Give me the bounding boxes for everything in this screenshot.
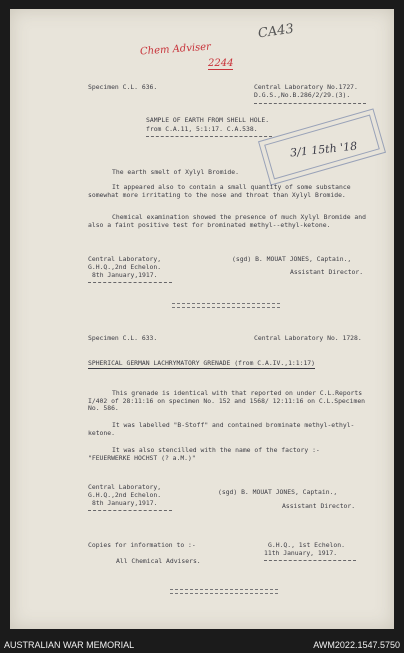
paragraph: It appeared also to contain a small quantity of some substance somewhat more irritating to the nose and throat than Xylyl Bromide. <box>88 183 351 199</box>
address-line: G.H.Q.,2nd Echelon. <box>88 491 162 499</box>
specimen-label: Specimen C.L. 636. <box>88 83 158 91</box>
paragraph: It was labelled "B-Stoff" and contained brominate methyl-ethyl-ketone. <box>88 421 355 437</box>
section-separator <box>172 303 280 308</box>
signature: (sgd) B. MOUAT JONES, Captain., <box>232 255 352 263</box>
factory-name: "FEUERWERKE HOCHST (? a.M.)" <box>88 454 196 462</box>
section-title: SPHERICAL GERMAN LACHRYMATORY GRENADE (from C.A.IV.,1:1:17) <box>88 359 316 367</box>
divider <box>264 560 356 561</box>
signatory-role: Assistant Director. <box>290 268 364 276</box>
paragraph: This grenade is identical with that reported on under C.L.Reports I/402 of 28:11:16 on specimen No. 152 and 1568/ 12:11:16 on C.L.Specimen No. 586. <box>88 389 366 412</box>
specimen-label: Specimen C.L. 633. <box>88 334 158 342</box>
address-date: 8th January,1917. <box>92 271 158 279</box>
address-line: Central Laboratory, <box>88 255 162 263</box>
signatory-role: Assistant Director. <box>282 502 356 510</box>
archive-footer <box>0 634 404 653</box>
paragraph: It was also stencilled with the name of the factory :- <box>112 446 320 454</box>
copies-label: Copies for information to :- <box>88 541 196 549</box>
signature: (sgd) B. MOUAT JONES, Captain., <box>218 488 338 496</box>
divider <box>254 103 366 104</box>
address-line: G.H.Q.,2nd Echelon. <box>88 263 162 271</box>
section-subtitle: from C.A.11, 5:1:17. C.A.538. <box>146 125 258 133</box>
lab-number: Central Laboratory No. 1728. <box>254 334 362 342</box>
handwritten-number: 2244 <box>208 58 234 69</box>
address-line: Central Laboratory, <box>88 483 162 491</box>
document-page <box>10 9 394 629</box>
section-separator <box>170 589 278 594</box>
divider <box>146 136 272 137</box>
item-identifier: AWM2022.1547.5750 <box>313 640 400 650</box>
lab-number: Central Laboratory No.1727. <box>254 83 358 91</box>
issuing-office: G.H.Q., 1st Echelon. <box>268 541 345 549</box>
handwritten-reference: CA43 <box>257 21 295 42</box>
section-title: SAMPLE OF EARTH FROM SHELL HOLE. <box>146 116 270 124</box>
paragraph: Chemical examination showed the presence of much Xylyl Bromide and also a faint positive test for brominated methyl--ethyl-ketone. <box>88 213 366 229</box>
divider <box>88 510 172 511</box>
address-date: 8th January,1917. <box>92 499 158 507</box>
issue-date: 11th January, 1917. <box>264 549 338 557</box>
handwritten-chem-adviser-note: Chem Adviser <box>139 41 212 58</box>
stamp-date: 3/1 15th '18 <box>289 139 358 160</box>
paragraph: The earth smelt of Xylyl Bromide. <box>112 168 239 176</box>
archive-name: AUSTRALIAN WAR MEMORIAL <box>4 640 135 650</box>
divider <box>88 282 172 283</box>
dgs-number: D.G.S.,No.B.286/2/29.(3). <box>254 91 351 99</box>
recipients: All Chemical Advisers. <box>116 557 201 565</box>
